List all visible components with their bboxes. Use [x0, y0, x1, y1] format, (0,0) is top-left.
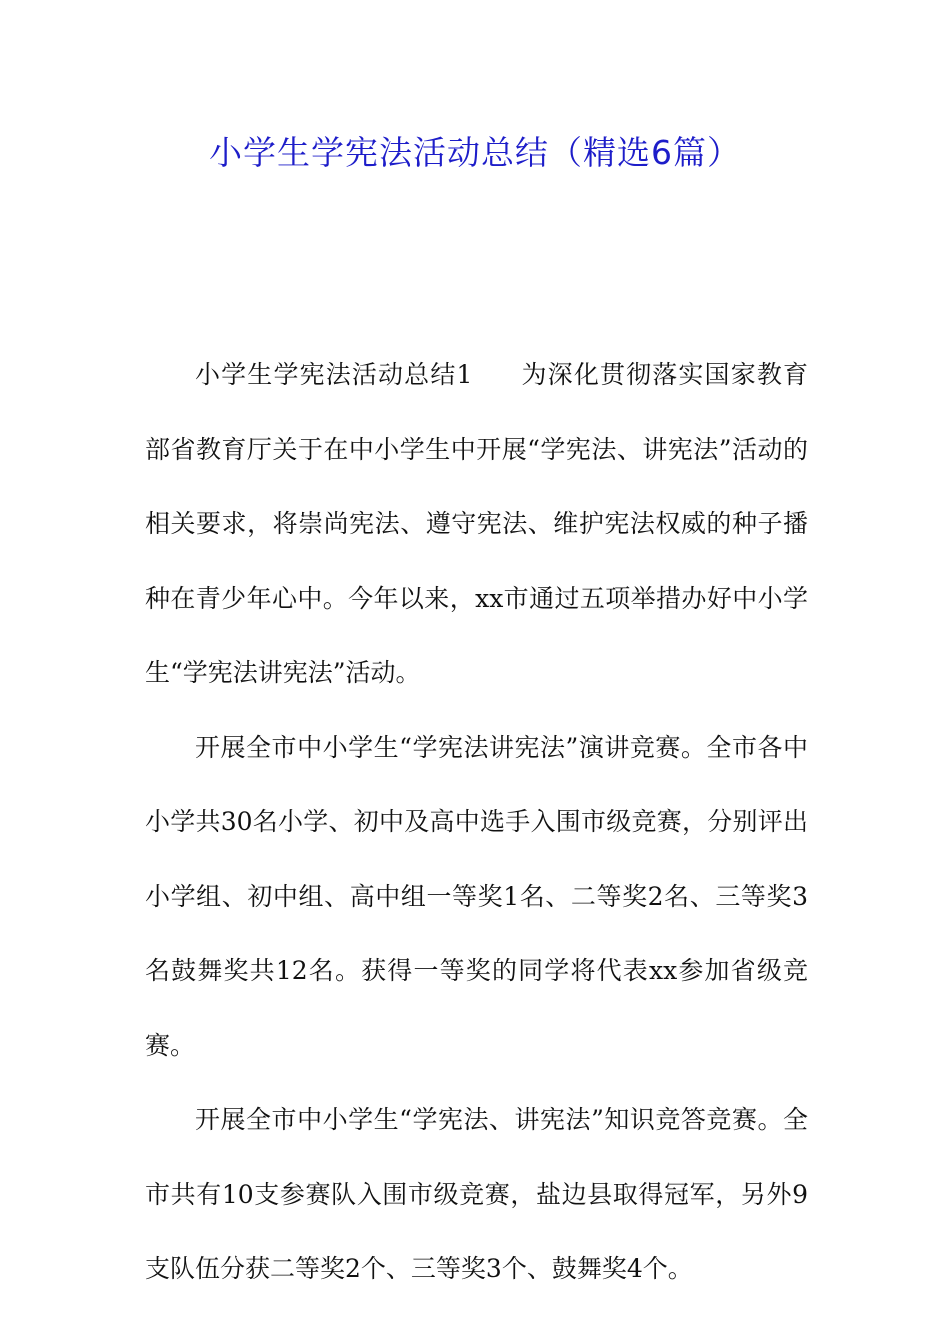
paragraph-2: 开展全市中小学生“学宪法讲宪法”演讲竞赛。全市各中小学共30名小学、初中及高中选手入围市级竞赛，分别评出小学组、初中组、高中组一等奖1名、二等奖2名、三等奖3名鼓舞奖共12名。获得一等奖的同学将代表xx参加省级竞赛。: [145, 732, 808, 1060]
paragraph-1: [145, 338, 808, 711]
paragraph-1-text: 为深化贯彻落实国家教育部省教育厅关于在中小学生中开展“学宪法、讲宪法”活动的相关要求，将崇尚宪法、遵守宪法、维护宪法权威的种子播种在青少年心中。今年以来，xx市通过五项举措办好中小学生“学宪法讲宪法”活动。: [145, 360, 808, 687]
document-title: 小学生学宪法活动总结（精选6篇）: [209, 133, 741, 172]
paragraph-3: 开展全市中小学生“学宪法、讲宪法”知识竞答竞赛。全市共有10支参赛队入围市级竞赛，盐边县取得冠军，另外9支队伍分获二等奖2个、三等奖3个、鼓舞奖4个。: [145, 1105, 808, 1283]
section-heading: 小学生学宪法活动总结1: [195, 360, 473, 389]
document-body: [145, 338, 808, 1307]
